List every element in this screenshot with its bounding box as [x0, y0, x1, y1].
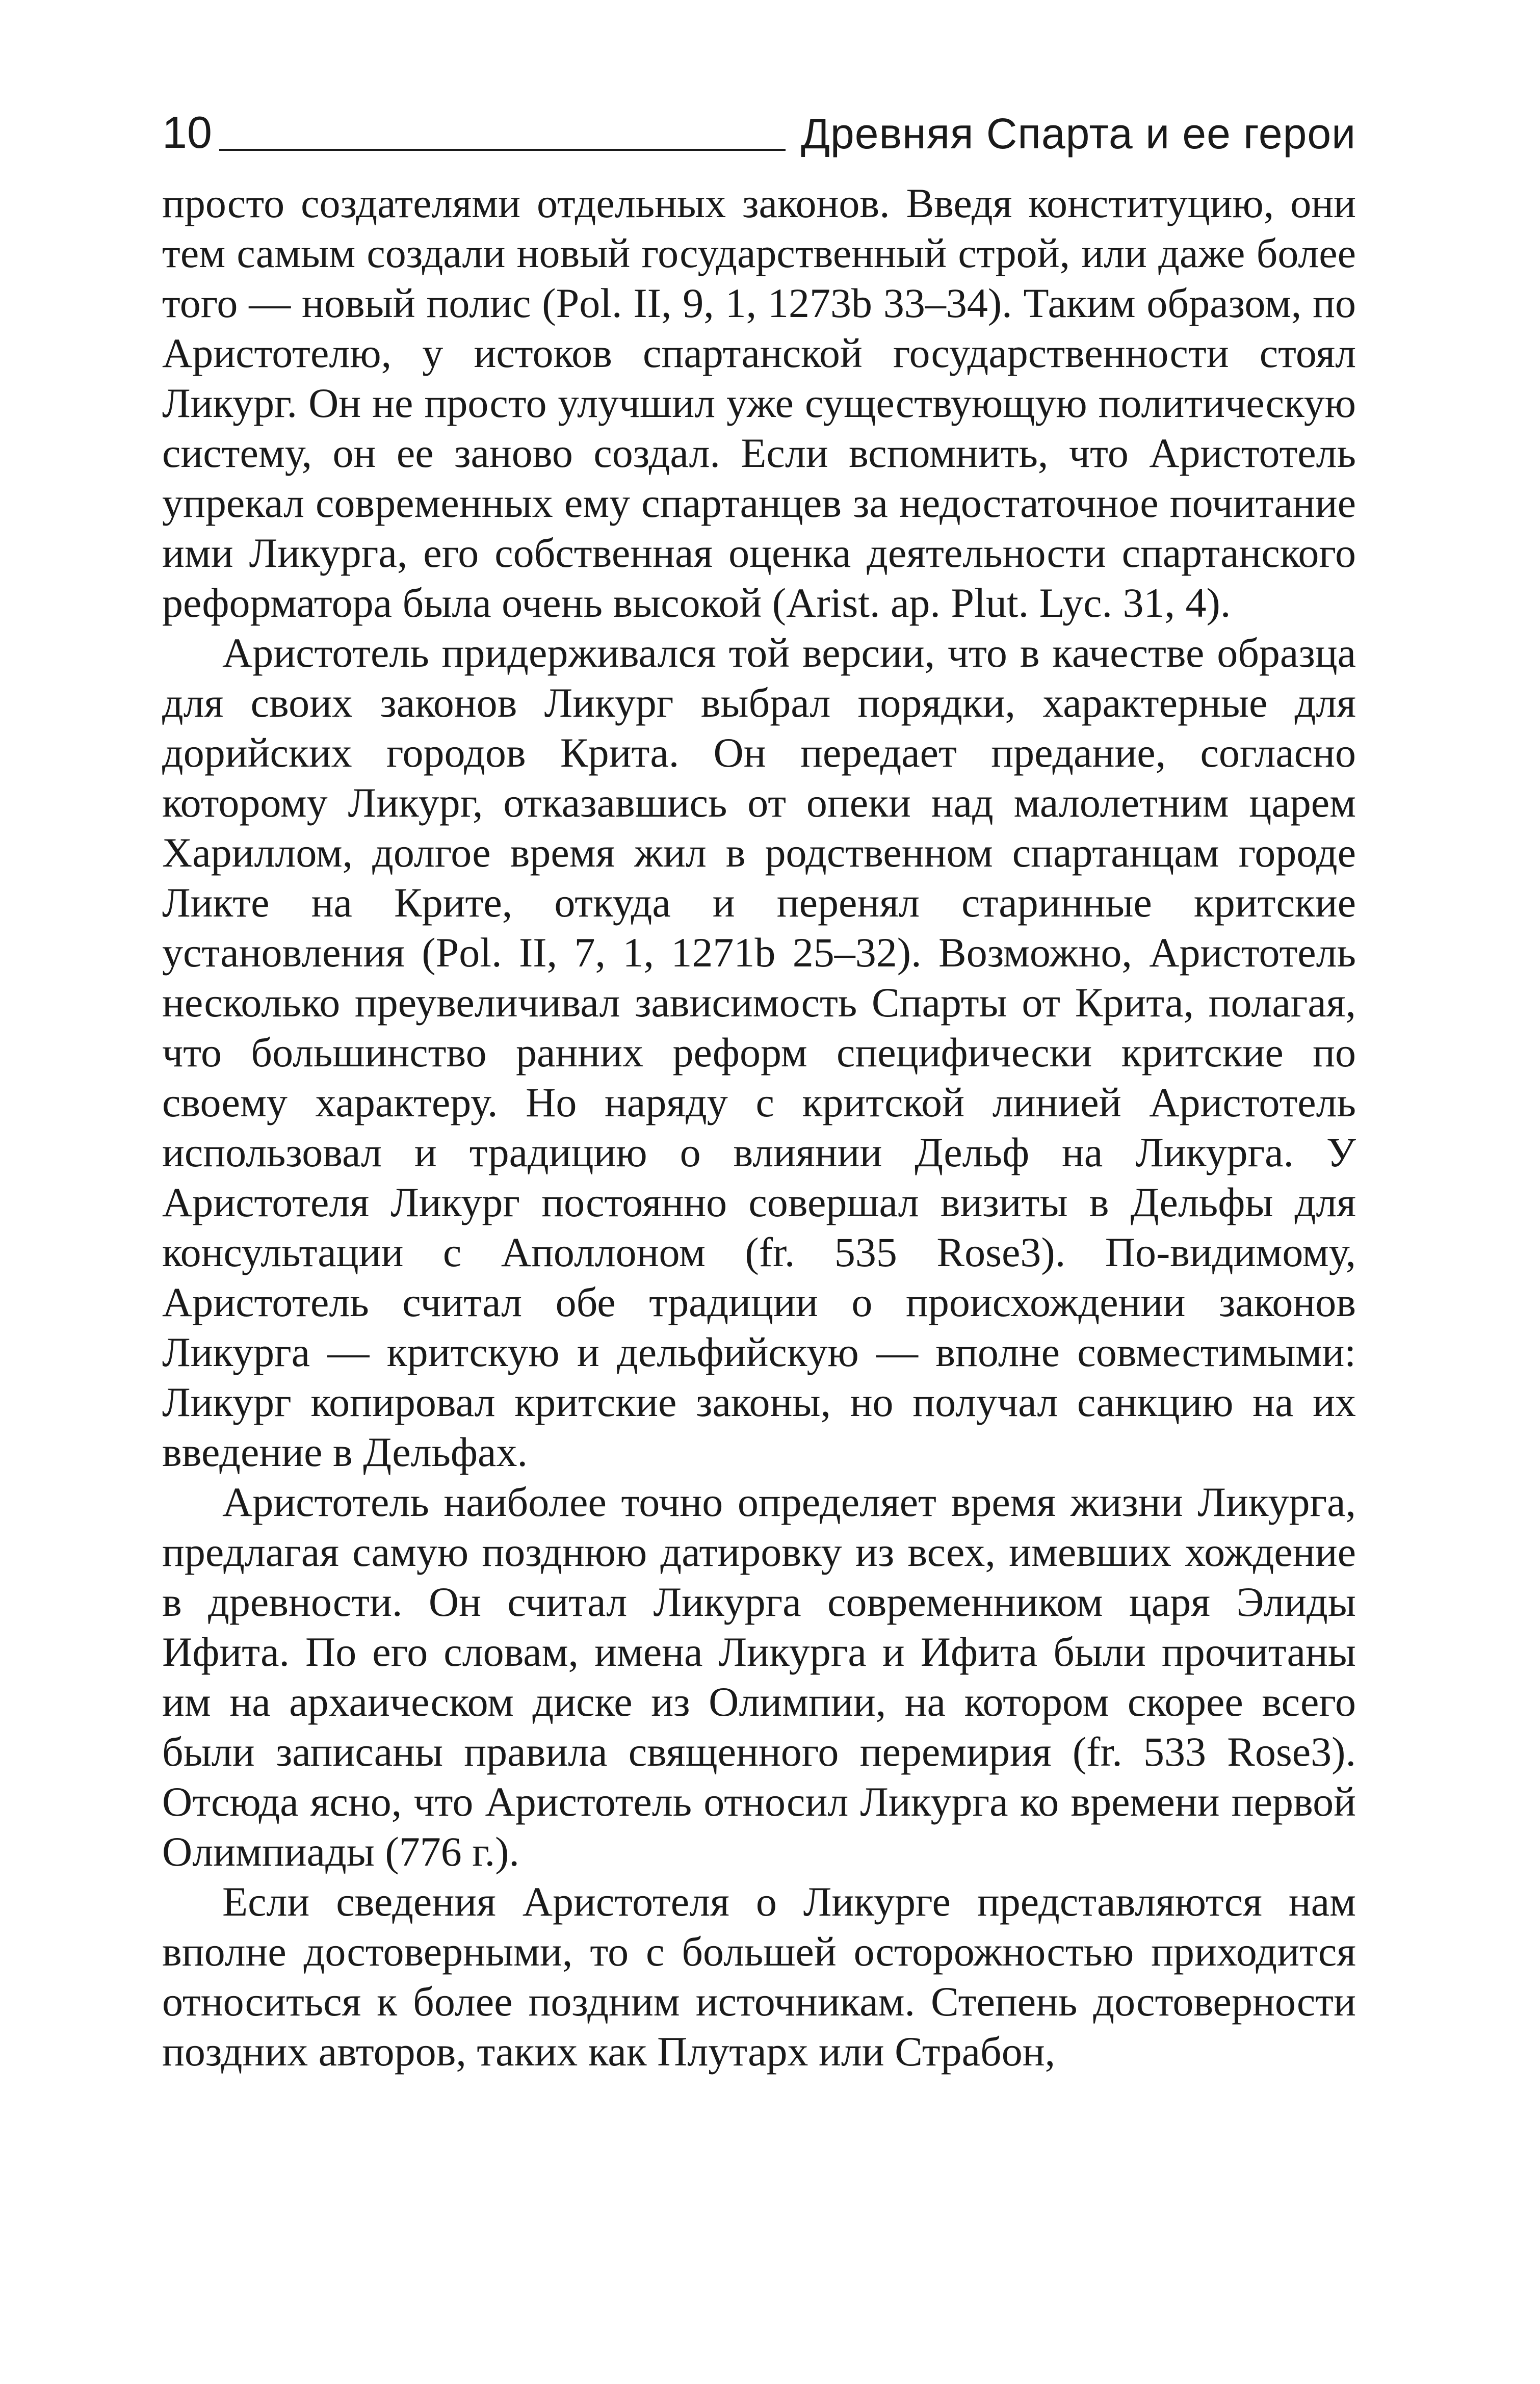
body-text: [162, 178, 1356, 2077]
header-rule: [219, 149, 786, 151]
page-header: [162, 102, 1356, 158]
page-number: 10: [162, 107, 212, 158]
paragraph: Аристотель придерживался той версии, что в качестве образца для своих законов Ликург выбрал порядки, характерные для дорийских городов Крита. Он передает предание, согласно которому Ликург, отказавшись от опеки над малолетним царем Хариллом, долгое время жил в родственном спартанцам городе Ликте на Крите, откуда и перенял старинные критские установления (Pol. II, 7, 1, 1271b 25–32). Возможно, Аристотель несколько преувеличивал зависимость Спарты от Крита, полагая, что большинство ранних реформ специфически критские по своему характеру. Но наряду с критской линией Аристотель использовал и традицию о влиянии Дельф на Ликурга. У Аристотеля Ликург постоянно совершал визиты в Дельфы для консультации с Аполлоном (fr. 535 Rose3). По-видимому, Аристотель считал обе традиции о происхождении законов Ликурга — критскую и дельфийскую — вполне совместимыми: Ликург копировал критские законы, но получал санкцию на их введение в Дельфах.: [162, 630, 1356, 1475]
paragraph-continuation: просто создателями отдельных законов. Введя конституцию, они тем самым создали новый государственный строй, или даже более того — новый полис (Pol. II, 9, 1, 1273b 33–34). Таким образом, по Аристотелю, у истоков спартанской государственности стоял Ликург. Он не просто улучшил уже существующую политическую систему, он ее заново создал. Если вспомнить, что Аристотель упрекал современных ему спартанцев за недостаточное почитание ими Ликурга, его собственная оценка деятельности спартанского реформатора была очень высокой (Arist. ap. Plut. Lyc. 31, 4).: [162, 180, 1356, 626]
paragraph: Аристотель наиболее точно определяет время жизни Ликурга, предлагая самую позднюю датировку из всех, имевших хождение в древности. Он считал Ликурга современником царя Элиды Ифита. По его словам, имена Ликурга и Ифита были прочитаны им на архаическом диске из Олимпии, на котором скорее всего были записаны правила священного перемирия (fr. 533 Rose3). Отсюда ясно, что Аристотель относил Ликурга ко времени первой Олимпиады (776 г.).: [162, 1479, 1356, 1875]
running-title: Древняя Спарта и ее герои: [801, 110, 1356, 158]
paragraph: Если сведения Аристотеля о Ликурге представляются нам вполне достоверными, то с большей осторожностью приходится относиться к более поздним источникам. Степень достоверности поздних авторов, таких как Плутарх или Страбон,: [162, 1878, 1356, 2075]
